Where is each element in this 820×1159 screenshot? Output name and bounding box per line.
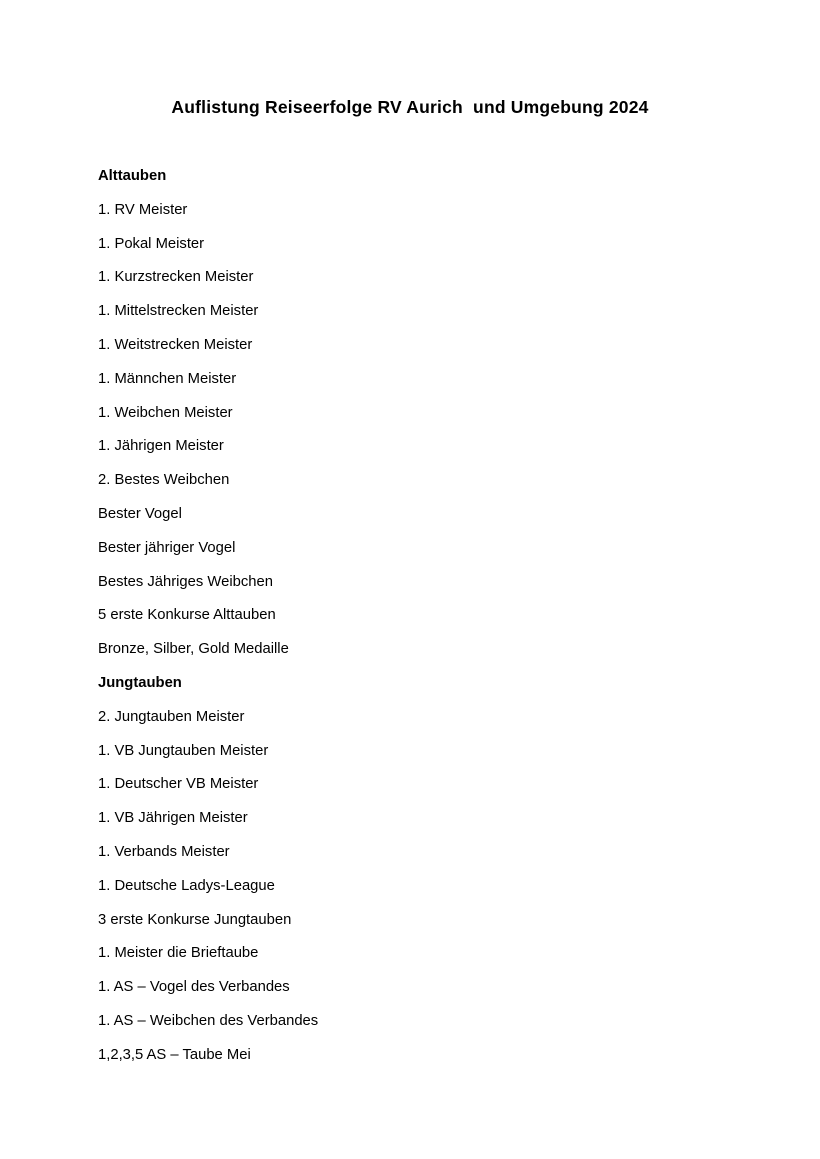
list-item: 1. Deutsche Ladys-League <box>98 877 275 894</box>
list-item: 1. Meister die Brieftaube <box>98 945 259 962</box>
list-item: 1. Jährigen Meister <box>98 438 224 455</box>
list-item: 1,2,3,5 AS – Taube Mei <box>98 1046 251 1063</box>
list-item: 1. VB Jährigen Meister <box>98 810 248 827</box>
list-item: 1. Männchen Meister <box>98 370 237 387</box>
list-item: 1. Weibchen Meister <box>98 404 233 421</box>
list-item: 1. Pokal Meister <box>98 235 205 252</box>
list-item: 2. Jungtauben Meister <box>98 708 245 725</box>
list-item: Bester jähriger Vogel <box>98 539 236 556</box>
list-item: 1. Weitstrecken Meister <box>98 336 253 353</box>
list-item: Bestes Jähriges Weibchen <box>98 573 273 590</box>
list-item: 1. AS – Weibchen des Verbandes <box>98 1012 319 1029</box>
list-item: 5 erste Konkurse Alttauben <box>98 607 276 624</box>
list-item: 1. Deutscher VB Meister <box>98 776 259 793</box>
list-item: Bester Vogel <box>98 505 182 522</box>
section-heading-alttauben: Alttauben <box>98 168 167 184</box>
list-item: 1. Mittelstrecken Meister <box>98 303 259 320</box>
list-item: 1. Verbands Meister <box>98 843 230 860</box>
page-title: Auflistung Reiseerfolge RV Aurich und Umgebung 2024 <box>171 97 649 117</box>
list-item: 1. VB Jungtauben Meister <box>98 742 269 759</box>
list-item: Bronze, Silber, Gold Medaille <box>98 641 289 658</box>
section-heading-jungtauben: Jungtauben <box>98 674 182 691</box>
document-body <box>98 160 820 1073</box>
list-item: 2. Bestes Weibchen <box>98 472 230 489</box>
list-item: 1. RV Meister <box>98 201 188 218</box>
list-item: 1. Kurzstrecken Meister <box>98 269 254 286</box>
list-item: 3 erste Konkurse Jungtauben <box>98 911 292 928</box>
list-item: 1. AS – Vogel des Verbandes <box>98 979 290 996</box>
